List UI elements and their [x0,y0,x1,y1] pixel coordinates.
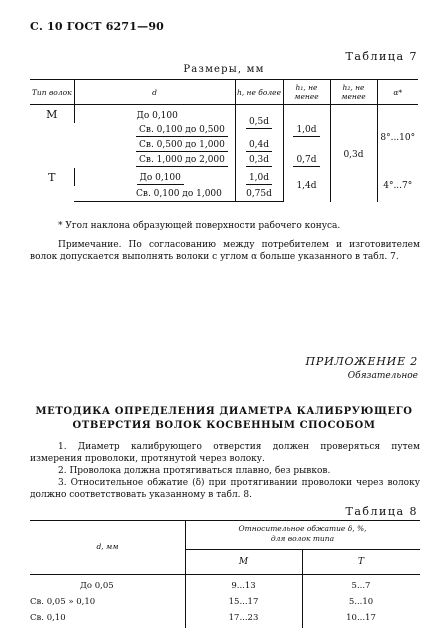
table7-value-h1: 0,7d [293,155,319,167]
paragraph-2: 2. Проволока должна протягиваться плавно, без рывков. [58,466,331,476]
table7-cell-h1 [283,153,330,168]
table-row [30,105,418,124]
table8-header-m: М [238,557,249,567]
table8-top-rule [30,520,420,521]
table7-value-d: Св. 1,000 до 2,000 [136,155,228,167]
table8-cell-m: 17...23 [228,613,259,623]
table8-cell-t: 5...7 [351,581,371,591]
table8-cell-t: 10...17 [346,613,376,623]
table8-cell-d: Св. 0,05 » 0,10 [30,597,96,607]
appendix-heading [0,405,448,433]
table7-header-row [30,80,418,105]
table7-header-h: h, не более [235,80,283,105]
table7-value-h1: 1,0d [293,125,319,137]
table7 [30,79,418,202]
table7-cell-h2: 0,3d [330,105,377,202]
table7-cell-alpha-t: 4°...7° [377,168,418,202]
table7-value-d: Св. 0,500 до 1,000 [136,140,228,152]
appendix-subtitle: Обязательное [347,371,418,381]
table7-cell-d [74,168,235,186]
table7-cell-d [74,138,235,153]
table7-cell-d: До 0,100 [74,105,235,124]
table7-header-h1: h₁, не менее [283,80,330,105]
appendix-heading-line1: МЕТОДИКА ОПРЕДЕЛЕНИЯ ДИАМЕТРА КАЛИБРУЮЩЕГО [35,406,413,417]
table8-header-t: Т [357,557,364,567]
table7-cell-h: 0,75d [235,186,283,202]
appendix-title: ПРИЛОЖЕНИЕ 2 [305,355,418,368]
appendix-heading-line2: ОТВЕРСТИЯ ВОЛОК КОСВЕННЫМ СПОСОБОМ [72,420,376,431]
table7-note: Примечание. По согласованию между потребителем и изготовителем волок допускается выполнять волоки с углом α больше указанного в табл. 7. [30,240,420,262]
table7-caption: Таблица 7 [345,50,418,63]
table7-cell-h [235,138,283,153]
table7-type-t: Т [48,171,56,184]
table7-cell-h [235,168,283,186]
table8-header-d: d, мм [96,542,119,551]
table8-caption: Таблица 8 [345,505,418,518]
page-header: С. 10 ГОСТ 6271—90 [30,20,165,33]
table7-cell-alpha-m: 8°...10° [377,105,418,169]
table7-cell-d [74,123,235,138]
table8-group-header-2: для волок типа [270,534,335,543]
paragraph-3: 3. Относительное обжатие (δ) при протягивании проволоки через волоку должно соответствовать указанному в табл. 8. [30,478,420,500]
table7-value-d: Св. 0,100 до 0,500 [136,125,228,137]
table7-value-h: 1,0d [246,173,272,185]
table7-value-d: До 0,100 [137,173,184,185]
table7-dimensions: Размеры, мм [183,64,265,75]
table8-header-rule [30,574,420,575]
table7-header-type: Тип волок [30,80,74,105]
paragraph-1: 1. Диаметр калибрующего отверстия должен проверяться путем измерения проволоки, протянутой через волоку. [30,442,420,464]
table8-cell-t: 5...10 [348,597,374,607]
table7-cell-h1: 1,4d [283,168,330,202]
table8-group-header-1: Относительное обжатие δ, %, [238,524,367,533]
table7-cell-h [235,153,283,168]
table7-cell-d [74,153,235,168]
table7-cell-d: Св. 0,100 до 1,000 [74,186,235,202]
table8-cell-m: 15...17 [228,597,259,607]
table8-cell-d: До 0,05 [80,581,114,591]
table7-cell-h1 [283,105,330,154]
table7-cell-h [235,105,283,139]
table7-value-h: 0,3d [246,155,272,167]
table7-header-alpha: α* [377,80,418,105]
table8 [30,520,420,628]
table7-value-h: 0,4d [246,140,272,152]
table8-cell-m: 9...13 [231,581,256,591]
table7-header-d: d [74,80,235,105]
table8-cell-d: Св. 0,10 [30,613,66,623]
table7-footnote: * Угол наклона образующей поверхности рабочего конуса. [58,221,341,231]
table7-header-h2: h₂, не менее [330,80,377,105]
table7-type-m: М [46,108,58,121]
table7-value-h: 0,5d [246,117,272,129]
